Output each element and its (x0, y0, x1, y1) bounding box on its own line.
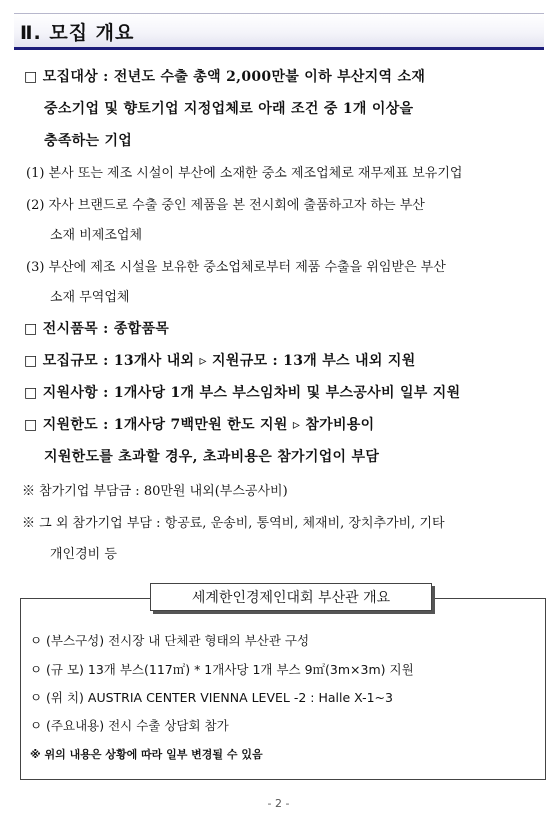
condition-2: (2) 자사 브랜드로 수출 중인 제품을 본 전시회에 출품하고자 하는 부산 (26, 198, 425, 213)
recruit-target: □ 모집대상 : 전년도 수출 총액 2,000만불 이하 부산지역 소재 (24, 69, 426, 85)
box-change-note: ※ 위의 내용은 상황에 따라 일부 변경될 수 있음 (30, 748, 263, 761)
recruit-target-line3: 충족하는 기업 (44, 133, 133, 149)
condition-3-line2: 소재 무역업체 (50, 290, 130, 305)
participant-fee-note: ※ 참가기업 부담금 : 80만원 내외(부스공사비) (22, 484, 288, 499)
condition-1: (1) 본사 또는 제조 시설이 부산에 소재한 중소 제조업체로 재무제표 보유기업 (26, 166, 463, 181)
other-costs-note: ※ 그 외 참가기업 부담 : 항공료, 운송비, 통역비, 체재비, 장치추가비, 기타 (22, 516, 445, 531)
box-row-booth-composition: ㅇ (부스구성) 전시장 내 단체관 형태의 부산관 구성 (30, 633, 310, 648)
condition-3: (3) 부산에 제조 시설을 보유한 중소업체로부터 제품 수출을 위임받은 부산 (26, 260, 446, 275)
overview-box-title: 세계한인경제인대회 부산관 개요 (150, 583, 432, 611)
support-limit: □ 지원한도 : 1개사당 7백만원 한도 지원 ▹ 참가비용이 (24, 417, 375, 433)
section-header-rule (14, 47, 544, 50)
section-title: Ⅱ. 모집 개요 (20, 22, 135, 44)
condition-2-line2: 소재 비제조업체 (50, 228, 143, 243)
recruit-scale: □ 모집규모 : 13개사 내외 ▹ 지원규모 : 13개 부스 내외 지원 (24, 353, 416, 369)
exhibit-items: □ 전시품목 : 종합품목 (24, 321, 170, 337)
support-limit-line2: 지원한도를 초과할 경우, 초과비용은 참가기업이 부담 (44, 449, 380, 465)
box-row-scale: ㅇ (규 모) 13개 부스(117㎡) * 1개사당 1개 부스 9㎡(3m×3m) 지원 (30, 662, 414, 677)
support-details: □ 지원사항 : 1개사당 1개 부스 부스임차비 및 부스공사비 일부 지원 (24, 385, 461, 401)
page-number: - 2 - (267, 797, 290, 810)
recruit-target-line2: 중소기업 및 향토기업 지정업체로 아래 조건 중 1개 이상을 (44, 101, 414, 117)
box-row-location: ㅇ (위 치) AUSTRIA CENTER VIENNA LEVEL -2 : Halle X-1~3 (30, 690, 393, 705)
box-row-main-content: ㅇ (주요내용) 전시 수출 상담회 참가 (30, 718, 229, 733)
other-costs-note-line2: 개인경비 등 (50, 547, 117, 562)
